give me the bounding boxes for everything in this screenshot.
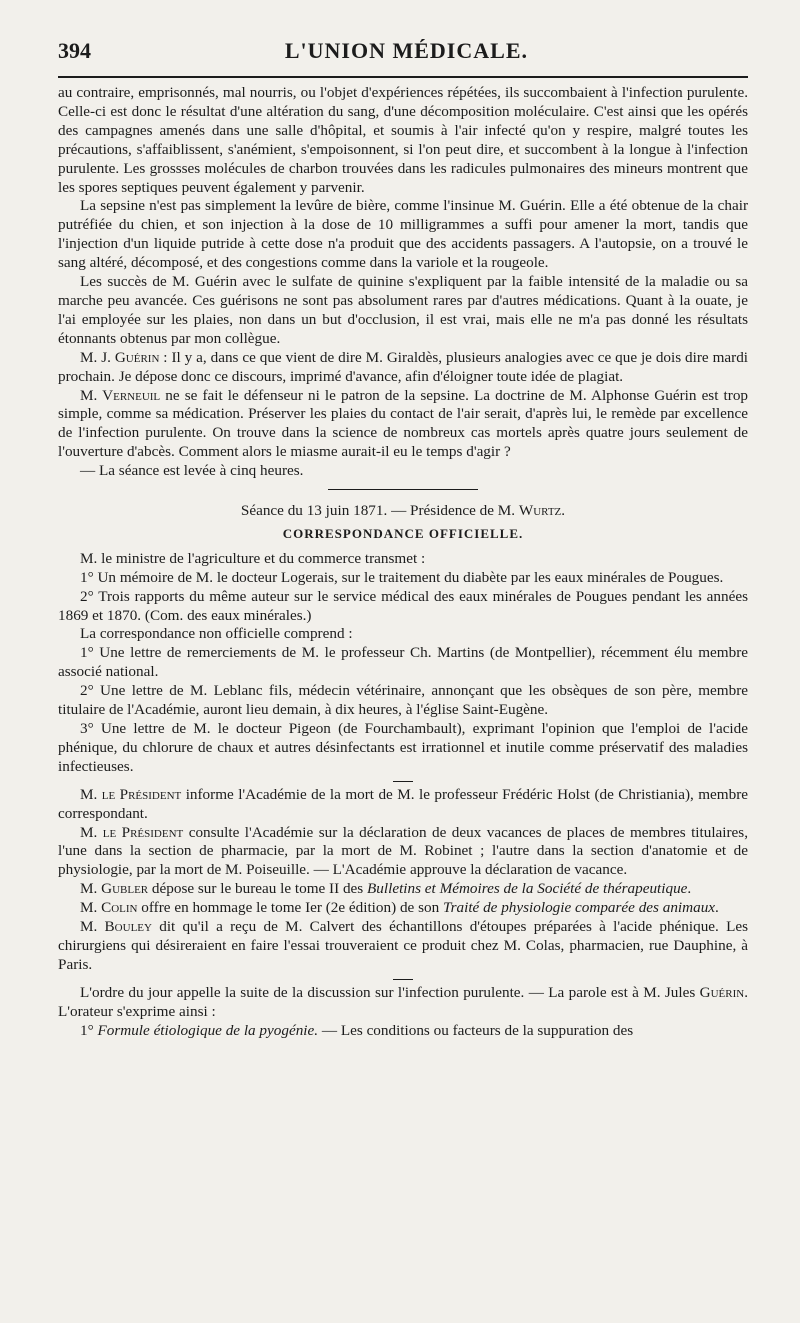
paragraph-verneuil [58,387,748,463]
header-rule [58,76,748,78]
paragraph: Les succès de M. Guérin avec le sulfate de quinine s'expliquent par la faible intensité de la maladie ou sa marche peu avancée. Ces guérisons ne sont pas absolument rares par d'autres médications. Quant à la ouate, je l'ai employée sur les plaies, non dans un but d'occlusion, il est vrai, mais elle ne m'a pas donné les résultats étonnants obtenus par mon collègue. [58,273,748,347]
paragraph-president-1 [58,786,748,824]
paragraph-guerin-reply [58,349,748,387]
session-end: . [561,502,566,520]
running-head: L'UNION MÉDICALE. [284,38,528,63]
session-text: Séance du 13 juin 1871. — Présidence de M. [240,502,516,520]
paragraph-colin: M. Colin offre en hommage le tome Ier (2e édition) de son Traité de physiologie comparée des animaux. [80,899,719,917]
speaker-name: M. le Président [80,823,184,841]
page-number: 394 [58,38,91,63]
paragraph-formula: 1° Formule étiologique de la pyogénie. — Les conditions ou facteurs de la suppuration des [80,1021,634,1039]
paragraph: La sepsine n'est pas simplement la levûre de bière, comme l'insinue M. Guérin. Elle a été obtenue de la chair putréfiée du chien, et son injection à la dose de 10 milligrammes a suffi pour amener la mort, tandis que l'injection d'un liquide putride à cette dose n'a produit que des accidents passagers. A l'autopsie, on a trouvé le sang altéré, décomposé, et des congestions comme dans la variole et la rougeole. [58,197,748,272]
correspondence-item: M. le ministre de l'agriculture et du commerce transmet : [80,549,426,567]
correspondence-item: 1° Un mémoire de M. le docteur Logerais, sur le traitement du diabète par les eaux minérales de Pougues. [80,568,724,586]
formula-title: Formule étiologique de la pyogénie. [97,1021,319,1039]
speaker-name: Guérin [699,983,745,1001]
president-name: Wurtz [518,502,562,520]
book-title: Bulletins et Mémoires de la Société de thérapeutique [367,880,688,898]
speaker-name: M. Bouley [80,918,152,936]
correspondence-item: La correspondance non officielle comprend : [80,625,353,643]
separator-rule [328,489,478,490]
article-body [58,84,748,1041]
speech-text: dit qu'il a reçu de M. Calvert des échantillons d'étoupes préparées à l'acide phénique. Les chirurgiens qui désireraient en faire l'essai trouveraient ce produit chez M. Colas, pharmacien, rue Dauphine, à Paris. [58,918,749,973]
paragraph-order-of-day: L'ordre du jour appelle la suite de la discussion sur l'infection purulente. — La parole est à M. Jules Guérin. L'orateur s'exprime ainsi : [58,983,749,1020]
short-separator [393,979,413,980]
book-title: Traité de physiologie comparée des animaux [442,899,716,917]
speech-text: dépose sur le bureau le tome II des [151,880,364,898]
speech-text: offre en hommage le tome Ier (2e édition) de son [141,899,440,917]
paragraph-bouley [58,918,748,975]
speaker-name: M. Gubler [80,880,149,898]
session-heading [58,502,748,521]
paragraph: au contraire, emprisonnés, mal nourris, ou l'objet d'expériences répétées, ils succombaient à l'infection purulente. Celle-ci est donc le résultat d'une altération du sang, d'une décomposition moléculaire. C'est ainsi que les opérés des campagnes amenés dans une salle d'hôpital, et soumis à l'air infecté qu'on y respire, malgré toutes les précautions, s'affaiblissent, s'anémient, s'empoisonnent, si l'on peut dire, et succombent à la longue à l'infection purulente. Les grossses molécules de charbon trouvées dans les radicules pulmonaires des mineurs montrent que les spores septiques peuvent également y parvenir. [58,84,748,196]
correspondence-item: 2° Trois rapports du même auteur sur le service médical des eaux minérales de Pougues pendant les années 1869 et 1870. (Com. des eaux minérales.) [58,587,748,624]
speaker-name: M. le Président [80,785,182,803]
paragraph-gubler: M. Gubler dépose sur le bureau le tome II des Bulletins et Mémoires de la Société de thérapeutique. [80,880,692,898]
correspondence-item: 3° Une lettre de M. le docteur Pigeon (de Fourchambault), exprimant l'opinion que l'emploi de l'acide phénique, du chlorure de chaux et autres désinfectants est irrationnel et inutile comme préservatif des maladies infectieuses. [58,720,748,775]
short-separator [393,781,413,782]
speech-text: Il y a, dans ce que vient de dire M. Giraldès, plusieurs analogies avec ce que je dois dire mardi prochain. Je dépose donc ce discours, imprimé d'avance, afin d'éloigner toute idée de plagiat. [58,348,749,385]
correspondence-item: 2° Une lettre de M. Leblanc fils, médecin vétérinaire, annonçant que les obsèques de son père, membre titulaire de l'Académie, auront lieu demain, à dix heures, à l'église Saint-Eugène. [58,682,748,719]
correspondence-item: 1° Une lettre de remerciements de M. le professeur Ch. Martins (de Montpellier), récemment élu membre associé national. [58,644,748,681]
speech-text: ne se fait le défenseur ni le patron de la sepsine. La doctrine de M. Alphonse Guérin est trop simple, comme sa médication. Préserver les plaies du contact de l'air serait, d'après lui, le remède par excellence de l'infection purulente. On trouve dans la science de nombreux cas mortels après quatre jours seulement de l'ouverture d'abcès. Comment alors le miasme aurait-il eu le temps d'agir ? [58,386,749,461]
speaker-name: M. Colin [80,899,138,917]
speaker-name: M. Verneuil [80,386,161,404]
section-title: CORRESPONDANCE OFFICIELLE. [282,525,524,541]
speaker-name: M. J. Guérin : [80,348,168,366]
speech-text: consulte l'Académie sur la déclaration de deux vacances de places de membres titulaires, l'une dans la section de pharmacie, par la mort de M. Robinet ; l'autre dans la section d'anatomie et de physiologie, par la mort de M. Poiseuille. — L'Académie approuve la déclaration de vacance. [58,823,749,879]
speech-text: informe l'Académie de la mort de M. le professeur Frédéric Holst (de Christiania), membre correspondant. [58,785,748,822]
paragraph-president-2 [58,824,748,881]
closing-line: — La séance est levée à cinq heures. [80,462,304,480]
page-header [58,38,748,74]
